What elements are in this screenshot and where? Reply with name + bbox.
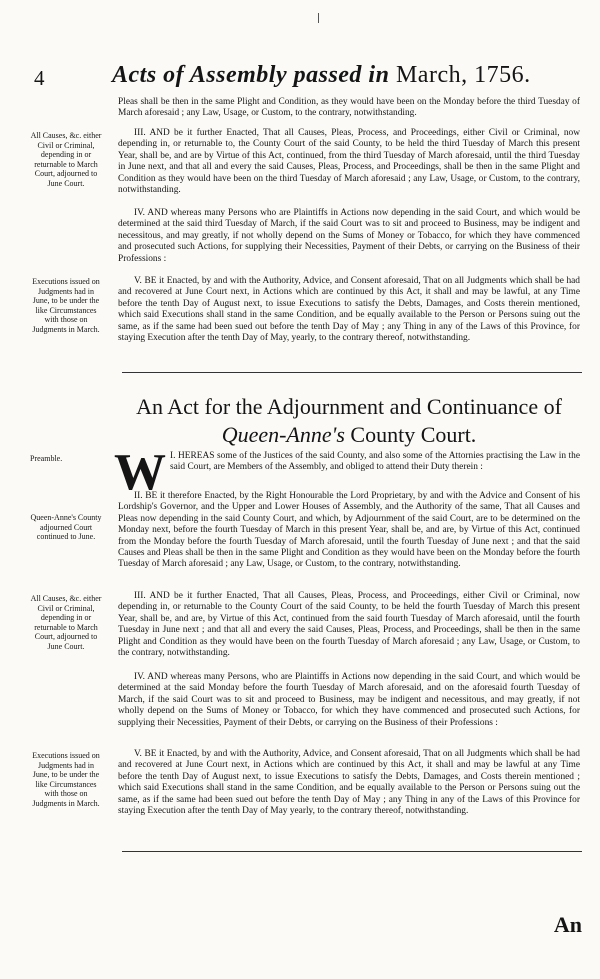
- catchword: An: [553, 912, 582, 937]
- section-iv: IV. AND whereas many Persons who are Plaintiffs in Actions now depending in the said Court, and which would be determined at the said third Tuesday of March, if the said Court was to sit and proceed to Business, may be indigent and necessitous, and may greatly, if not wholly depend on the Sums of Money or Tobacco, for which they have commenced and prosecuted such Actions, for supplying their Necessities, Payment of their Debts, or carrying on the Business of their Professions :: [118, 208, 580, 264]
- section-block: [118, 491, 580, 571]
- section-block: [118, 208, 580, 265]
- section-v: V. BE it Enacted, by and with the Authority, Advice, and Consent aforesaid, That on all Judgments which shall be had and recovered at June Court next, in Actions which are continued by this Act, it shall and may be lawful at any Time before the tenth Day of August next, to issue Executions to satisfy the Debts, Damages, and Costs therein mentioned ; which said Executions shall stand in the same Condition, and be equally available to the Person or Persons suing out the same, as if the same had been sued out before the tenth Day of May ; any Thing in any of the Laws of this Province for staying Execution after the tenth Day of May yearly, to the contrary thereof, notwithstanding.: [118, 749, 580, 817]
- act-title-line1: An Act for the Adjournment and Continuance of: [136, 394, 562, 419]
- section-i: [114, 444, 580, 501]
- section-ii: II. BE it therefore Enacted, by the Right Honourable the Lord Proprietary, by and with the Advice and Consent of his Lordship's Governor, and the Upper and Lower Houses of Assembly, and the Authority of the same, That all Causes and Pleas now depending in the said County Court, and which, by Adjournment of the said Court, are to be determined on the Monday next, before the fourth Tuesday of March in this present Year, shall be, and are, by Virtue of this Act, continued from the Monday before the fourth Tuesday of March aforesaid, until the fourth Tuesday of June next ; and that the said Causes and Pleas shall be then in the same Plight and Condition as they would have been on the Monday before the fourth Tuesday of March aforesaid ; any Law, Usage, or Custom, to the contrary, notwithstanding.: [118, 491, 580, 570]
- page-number: 4: [34, 66, 45, 90]
- section-block: [118, 591, 580, 659]
- running-head: [112, 62, 531, 89]
- margin-mark: [318, 13, 319, 23]
- section-block: [118, 749, 580, 817]
- continuation-text: Pleas shall be then in the same Plight and Condition, as they would have been on the Monday before the third Tuesday of March aforesaid ; any Law, Usage, or Custom, to the contrary, notwithstanding.: [118, 97, 580, 119]
- act-title-line2: [118, 421, 580, 449]
- act-title-italic: Queen-Anne's: [221, 422, 345, 447]
- section-block: [118, 128, 580, 196]
- margin-note: Queen-Anne's County adjourned Court continued to June.: [30, 513, 102, 542]
- section-v: V. BE it Enacted, by and with the Authority, Advice, and Consent aforesaid, That on all Judgments which shall be had and recovered at June Court next, in Actions which are continued by this Act, it shall and may be lawful, at any Time before the tenth Day of August next, to issue Executions to satisfy the Debts, Damages, and Costs therein mentioned, which said Executions shall stand in the same Condition, and be equally available to the Person or Persons suing out the same, as if the same had been sued out before the tenth Day of May ; any Thing in any of the Laws of this Province, for staying Execution after the tenth Day of May, yearly, to the contrary thereof, notwithstanding.: [118, 276, 580, 344]
- section-block: [118, 276, 580, 344]
- section-iii: III. AND be it further Enacted, That all Causes, Pleas, Process, and Proceedings, either Civil or Criminal, now depending in, or returnable to, the County Court of the said County, to be held the third Tuesday of March this present Year, shall be, and are by Virtue of this Act, continued, from the third Tuesday of March aforesaid, until the third Tuesday in June next, and that all and every the said Causes, Pleas, Process, and Proceedings, shall be then in the same Plight and Condition as they would have been on the third Tuesday of March aforesaid ; any Law, Usage, or Custom, to the contrary, notwithstanding.: [118, 128, 580, 196]
- section-block: [114, 444, 580, 501]
- margin-note: Executions issued on Judgments had in June, to be under the like Circumstances with those on Judgments in March.: [32, 751, 100, 808]
- section-iii: III. AND be it further Enacted, That all Causes, Pleas, Process, and Proceedings, either Civil or Criminal, now depending in, or returnable to the County Court of the said County, to be held the fourth Tuesday of March this present Year, shall be, and are, by Virtue of this Act, continued from the said fourth Tuesday of March aforesaid, until the fourth Tuesday in June next ; and that all and every the said Causes, Pleas, Process, and Proceedings, shall be then in the same Plight and Condition as they would have been on the fourth Tuesday of March aforesaid ; any Law, Usage, or Custom, to the contrary, notwithstanding.: [118, 591, 580, 659]
- running-head-date: March, 1756.: [395, 62, 531, 88]
- drop-cap: W: [114, 444, 166, 501]
- section-divider: [122, 851, 582, 852]
- running-head-title: Acts of Assembly passed in: [112, 62, 390, 88]
- act-title: [118, 393, 580, 449]
- top-continuation: [118, 97, 580, 120]
- margin-note: Executions issued on Judgments had in June, to be under the like Circumstances with those on Judgments in March.: [32, 277, 100, 334]
- margin-note: Preamble.: [30, 454, 63, 463]
- section-iv: IV. AND whereas many Persons, who are Plaintiffs in Actions now depending in the said Court, and which would be determined at the said Monday before the fourth Tuesday of March aforesaid, and on the aforesaid fourth Tuesday of March, if the said Court was to sit and proceed to Business, may be indigent and necessitous, and may greatly, if not wholly depend on the Sums of Money or Tobacco, for which they have commenced and prosecuted such Actions, for supplying their Necessities, Payment of their Debts, or carrying on the Business of their Professions :: [118, 672, 580, 728]
- section-i-number: I.: [170, 451, 176, 461]
- margin-note: All Causes, &c. either Civil or Criminal, depending in or returnable to March Court, adjourned to June Court.: [30, 131, 102, 188]
- act-title-rest: County Court.: [350, 422, 477, 447]
- section-i-text: HEREAS some of the Justices of the said County, and also some of the Attornies practising the Law in the said Court, are Members of the Assembly, and obliged to attend their Duty therein :: [170, 451, 580, 473]
- section-block: [118, 672, 580, 729]
- margin-note: All Causes, &c. either Civil or Criminal, depending in or returnable to March Court, adjourned to June Court.: [30, 594, 102, 651]
- section-divider: [122, 372, 582, 373]
